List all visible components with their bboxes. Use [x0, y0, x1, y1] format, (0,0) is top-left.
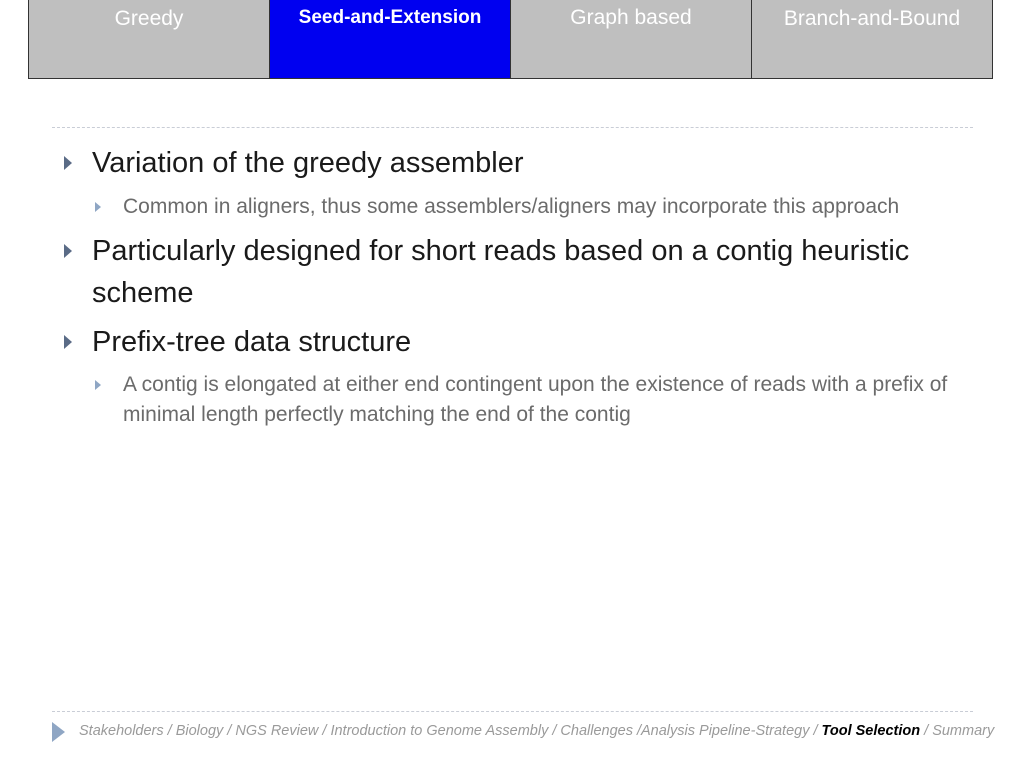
tab-graph-based[interactable]: Graph based — [511, 0, 752, 78]
breadcrumb-rest: / Summary — [920, 723, 995, 739]
bullet-arrow-icon — [64, 244, 72, 258]
bottom-divider — [52, 711, 973, 712]
tab-branch-and-bound[interactable]: Branch-and-Bound — [752, 0, 992, 78]
sub-bullet-arrow-icon — [95, 380, 101, 390]
bullet-arrow-icon — [64, 156, 72, 170]
bullet-item: Variation of the greedy assembler — [92, 147, 524, 179]
tab-seed-and-extension[interactable]: Seed-and-Extension — [270, 0, 511, 78]
sub-bullet-item: A contig is elongated at either end contingent upon the existence of reads with a prefix of minimal length perfectly matching the end of the contig — [123, 373, 948, 426]
breadcrumb — [79, 723, 994, 739]
breadcrumb-path: Stakeholders / Biology / NGS Review / Introduction to Genome Assembly / Challenges /Analysis Pipeline-Strategy / — [79, 723, 822, 739]
sub-bullet-arrow-icon — [95, 202, 101, 212]
sub-bullet-item: Common in aligners, thus some assemblers/aligners may incorporate this approach — [123, 195, 900, 218]
footer-arrow-icon — [52, 722, 65, 742]
bullet-item: Particularly designed for short reads based on a contig heuristic scheme — [92, 235, 910, 309]
tab-greedy[interactable]: Greedy — [29, 0, 270, 78]
bullet-arrow-icon — [64, 335, 72, 349]
bullet-item: Prefix-tree data structure — [92, 326, 412, 358]
breadcrumb-current: Tool Selection — [821, 723, 921, 739]
